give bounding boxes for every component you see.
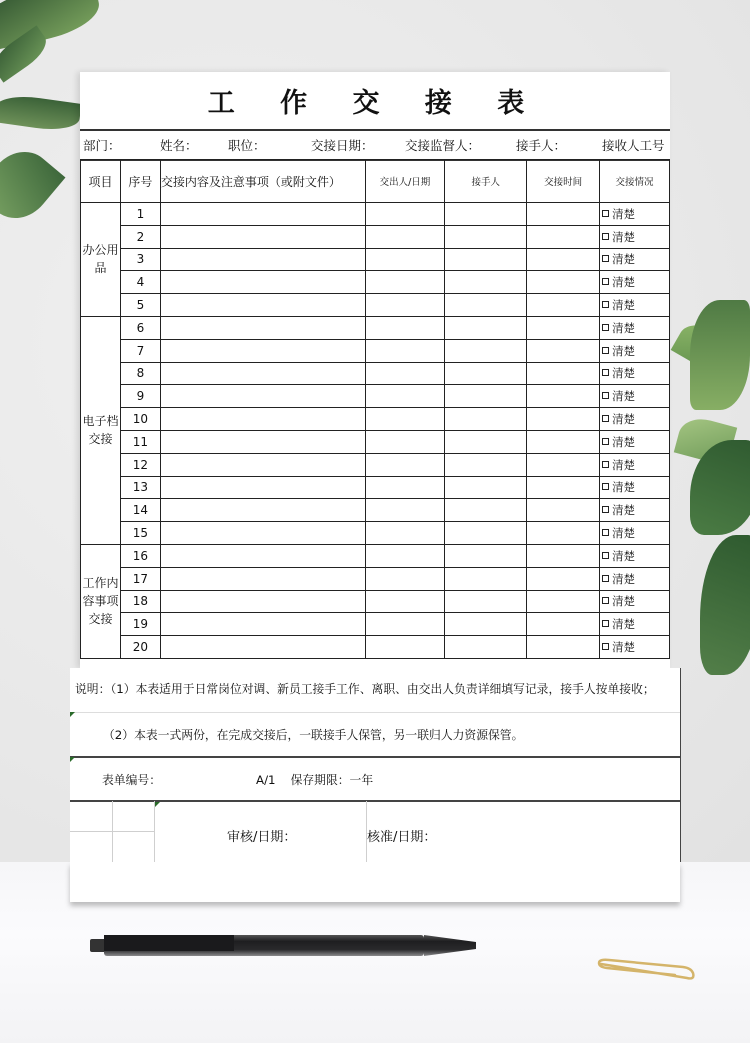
review-date-label: 审核/日期： (227, 830, 297, 845)
content-cell[interactable] (160, 294, 365, 317)
checkbox-icon[interactable] (602, 301, 609, 308)
status-cell[interactable] (600, 522, 670, 545)
handover-person-cell[interactable] (365, 362, 445, 385)
receiver-cell[interactable] (445, 225, 527, 248)
content-cell[interactable] (160, 636, 365, 659)
status-option-label: 清楚 (612, 275, 636, 290)
handover-time-cell[interactable] (527, 636, 600, 659)
handover-person-cell[interactable] (365, 476, 445, 499)
info-row (80, 129, 670, 161)
handover-time-cell[interactable] (527, 613, 600, 636)
content-cell[interactable] (160, 203, 365, 226)
checkbox-icon[interactable] (602, 575, 609, 582)
content-cell[interactable] (160, 271, 365, 294)
handover-time-cell[interactable] (527, 567, 600, 590)
receiver-cell[interactable] (445, 544, 527, 567)
table-row (81, 248, 670, 271)
content-cell[interactable] (160, 522, 365, 545)
receiver-cell[interactable] (445, 476, 527, 499)
table-row (81, 362, 670, 385)
table-row (81, 476, 670, 499)
table-row (81, 408, 670, 431)
approve-date-label: 核准/日期： (367, 830, 437, 845)
handover-time-cell[interactable] (527, 544, 600, 567)
content-cell[interactable] (160, 248, 365, 271)
version-value: A/1 (256, 773, 276, 787)
checkbox-icon[interactable] (602, 552, 609, 559)
receiver-cell[interactable] (445, 453, 527, 476)
checkbox-icon[interactable] (602, 233, 609, 240)
form-version (256, 771, 373, 788)
handover-person-cell[interactable] (365, 248, 445, 271)
handover-person-cell[interactable] (365, 499, 445, 522)
header-handover-time: 交接时间 (527, 160, 600, 203)
row-number: 3 (120, 248, 160, 271)
status-cell[interactable] (600, 567, 670, 590)
status-option-label: 清楚 (612, 594, 636, 609)
table-row (81, 316, 670, 339)
table-row (81, 225, 670, 248)
row-number: 13 (120, 476, 160, 499)
header-item: 项目 (81, 160, 121, 203)
supervisor-label: 交接监督人： (405, 138, 481, 153)
handover-form-paper (70, 72, 680, 862)
content-cell[interactable] (160, 339, 365, 362)
handover-person-cell[interactable] (365, 339, 445, 362)
handover-table (80, 159, 670, 659)
handover-person-cell[interactable] (365, 316, 445, 339)
row-number: 6 (120, 316, 160, 339)
table-row (81, 271, 670, 294)
handover-person-cell[interactable] (365, 203, 445, 226)
row-number: 2 (120, 225, 160, 248)
table-row (81, 385, 670, 408)
content-cell[interactable] (160, 316, 365, 339)
handover-time-cell[interactable] (527, 430, 600, 453)
receiver-cell[interactable] (445, 316, 527, 339)
handover-person-cell[interactable] (365, 408, 445, 431)
status-option-label: 清楚 (612, 480, 636, 495)
table-row (81, 294, 670, 317)
pen-icon (90, 932, 480, 959)
table-row (81, 544, 670, 567)
handover-person-cell[interactable] (365, 225, 445, 248)
form-title: 工 作 交 接 表 (80, 72, 670, 131)
table-row (81, 567, 670, 590)
row-number: 9 (120, 385, 160, 408)
table-row (81, 522, 670, 545)
table-row (81, 339, 670, 362)
table-row (81, 453, 670, 476)
handover-time-cell[interactable] (527, 271, 600, 294)
row-number: 18 (120, 590, 160, 613)
handover-person-cell[interactable] (365, 294, 445, 317)
handover-person-cell[interactable] (365, 544, 445, 567)
receiver-cell[interactable] (445, 636, 527, 659)
status-option-label: 清楚 (612, 571, 636, 586)
content-cell[interactable] (160, 476, 365, 499)
row-number: 12 (120, 453, 160, 476)
receiver-cell[interactable] (445, 248, 527, 271)
status-cell[interactable] (600, 248, 670, 271)
status-cell[interactable] (600, 225, 670, 248)
handover-time-cell[interactable] (527, 339, 600, 362)
handover-person-cell[interactable] (365, 430, 445, 453)
status-cell[interactable] (600, 499, 670, 522)
status-option-label: 清楚 (612, 229, 636, 244)
receiver-label: 接手人： (516, 138, 567, 153)
table-row (81, 590, 670, 613)
status-cell[interactable] (600, 385, 670, 408)
row-number: 17 (120, 567, 160, 590)
table-row (81, 613, 670, 636)
handover-time-cell[interactable] (527, 316, 600, 339)
handover-time-cell[interactable] (527, 362, 600, 385)
name-label: 姓名： (160, 138, 198, 153)
receiver-cell[interactable] (445, 385, 527, 408)
receiver-cell[interactable] (445, 613, 527, 636)
row-number: 19 (120, 613, 160, 636)
status-cell[interactable] (600, 636, 670, 659)
status-cell[interactable] (600, 453, 670, 476)
receiver-id-label: 接收人工号 (602, 138, 665, 153)
checkbox-icon[interactable] (602, 438, 609, 445)
checkbox-icon[interactable] (602, 347, 609, 354)
header-number: 序号 (120, 160, 160, 203)
handover-person-cell[interactable] (365, 590, 445, 613)
status-cell[interactable] (600, 544, 670, 567)
row-number: 8 (120, 362, 160, 385)
receiver-cell[interactable] (445, 203, 527, 226)
handover-person-cell[interactable] (365, 567, 445, 590)
checkbox-icon[interactable] (602, 597, 609, 604)
handover-time-cell[interactable] (527, 453, 600, 476)
receiver-cell[interactable] (445, 362, 527, 385)
form-upper-section (80, 72, 670, 668)
status-cell[interactable] (600, 339, 670, 362)
status-cell[interactable] (600, 316, 670, 339)
content-cell[interactable] (160, 544, 365, 567)
table-row (81, 430, 670, 453)
note-1: 说明：（1）本表适用于日常岗位对调、新员工接手工作、离职、由交出人负责详细填写记录，接手人按单接收； (75, 682, 655, 696)
status-option-label: 清楚 (612, 548, 636, 563)
receiver-cell[interactable] (445, 294, 527, 317)
paper-clip-icon (595, 958, 697, 984)
header-content: 交接内容及注意事项（或附文件） (160, 160, 365, 203)
row-number: 10 (120, 408, 160, 431)
status-option-label: 清楚 (612, 320, 636, 335)
status-cell[interactable] (600, 408, 670, 431)
handover-time-cell[interactable] (527, 499, 600, 522)
status-option-label: 清楚 (612, 457, 636, 472)
receiver-cell[interactable] (445, 339, 527, 362)
checkbox-icon[interactable] (602, 461, 609, 468)
handover-person-cell[interactable] (365, 453, 445, 476)
checkbox-icon[interactable] (602, 324, 609, 331)
status-option-label: 清楚 (612, 252, 636, 267)
checkbox-icon[interactable] (602, 255, 609, 262)
position-label: 职位： (228, 138, 266, 153)
checkbox-icon[interactable] (602, 369, 609, 376)
handover-person-cell[interactable] (365, 522, 445, 545)
table-row (81, 203, 670, 226)
handover-time-cell[interactable] (527, 225, 600, 248)
content-cell[interactable] (160, 453, 365, 476)
category-cell: 电子档交接 (81, 316, 121, 544)
content-cell[interactable] (160, 430, 365, 453)
handover-person-cell[interactable] (365, 271, 445, 294)
status-cell[interactable] (600, 476, 670, 499)
row-number: 5 (120, 294, 160, 317)
table-header-row (81, 160, 670, 203)
handover-time-cell[interactable] (527, 385, 600, 408)
form-number-label: 表单编号： (102, 773, 161, 787)
handover-time-cell[interactable] (527, 203, 600, 226)
row-number: 16 (120, 544, 160, 567)
row-number: 14 (120, 499, 160, 522)
retention-value: 保存期限：一年 (290, 773, 374, 787)
handover-time-cell[interactable] (527, 476, 600, 499)
content-cell[interactable] (160, 567, 365, 590)
content-cell[interactable] (160, 408, 365, 431)
status-option-label: 清楚 (612, 617, 636, 632)
handover-person-cell[interactable] (365, 385, 445, 408)
header-status: 交接情况 (600, 160, 670, 203)
content-cell[interactable] (160, 613, 365, 636)
status-option-label: 清楚 (612, 343, 636, 358)
receiver-cell[interactable] (445, 271, 527, 294)
status-option-label: 清楚 (612, 298, 636, 313)
row-number: 11 (120, 430, 160, 453)
row-number: 15 (120, 522, 160, 545)
status-option-label: 清楚 (612, 389, 636, 404)
content-cell[interactable] (160, 225, 365, 248)
category-cell: 办公用品 (81, 203, 121, 317)
table-row (81, 499, 670, 522)
handover-time-cell[interactable] (527, 294, 600, 317)
status-cell[interactable] (600, 294, 670, 317)
receiver-cell[interactable] (445, 522, 527, 545)
status-option-label: 清楚 (612, 640, 636, 655)
table-row (81, 636, 670, 659)
paper-base (70, 862, 680, 902)
category-cell: 工作内容事项交接 (81, 544, 121, 658)
checkbox-icon[interactable] (602, 506, 609, 513)
handover-time-cell[interactable] (527, 522, 600, 545)
content-cell[interactable] (160, 499, 365, 522)
checkbox-icon[interactable] (602, 483, 609, 490)
handover-date-label: 交接日期： (311, 138, 374, 153)
checkbox-icon[interactable] (602, 210, 609, 217)
handover-person-cell[interactable] (365, 636, 445, 659)
checkbox-icon[interactable] (602, 620, 609, 627)
receiver-cell[interactable] (445, 590, 527, 613)
status-option-label: 清楚 (612, 434, 636, 449)
row-number: 7 (120, 339, 160, 362)
status-cell[interactable] (600, 590, 670, 613)
handover-time-cell[interactable] (527, 408, 600, 431)
content-cell[interactable] (160, 590, 365, 613)
row-number: 1 (120, 203, 160, 226)
status-option-label: 清楚 (612, 206, 636, 221)
status-cell[interactable] (600, 613, 670, 636)
checkbox-icon[interactable] (602, 415, 609, 422)
status-option-label: 清楚 (612, 526, 636, 541)
department-label: 部门： (83, 138, 121, 153)
content-cell[interactable] (160, 385, 365, 408)
handover-time-cell[interactable] (527, 248, 600, 271)
handover-time-cell[interactable] (527, 590, 600, 613)
status-cell[interactable] (600, 271, 670, 294)
content-cell[interactable] (160, 362, 365, 385)
row-number: 20 (120, 636, 160, 659)
status-option-label: 清楚 (612, 412, 636, 427)
header-handover-person-date: 交出人/日期 (365, 160, 445, 203)
checkbox-icon[interactable] (602, 278, 609, 285)
row-number: 4 (120, 271, 160, 294)
header-receiver: 接手人 (445, 160, 527, 203)
handover-person-cell[interactable] (365, 613, 445, 636)
receiver-cell[interactable] (445, 499, 527, 522)
status-option-label: 清楚 (612, 503, 636, 518)
status-cell[interactable] (600, 430, 670, 453)
status-cell[interactable] (600, 362, 670, 385)
receiver-cell[interactable] (445, 430, 527, 453)
checkbox-icon[interactable] (602, 529, 609, 536)
checkbox-icon[interactable] (602, 392, 609, 399)
checkbox-icon[interactable] (602, 643, 609, 650)
status-cell[interactable] (600, 203, 670, 226)
note-2: （2）本表一式两份，在完成交接后，一联接手人保管，另一联归人力资源保管。 (103, 728, 524, 742)
receiver-cell[interactable] (445, 567, 527, 590)
status-option-label: 清楚 (612, 366, 636, 381)
receiver-cell[interactable] (445, 408, 527, 431)
